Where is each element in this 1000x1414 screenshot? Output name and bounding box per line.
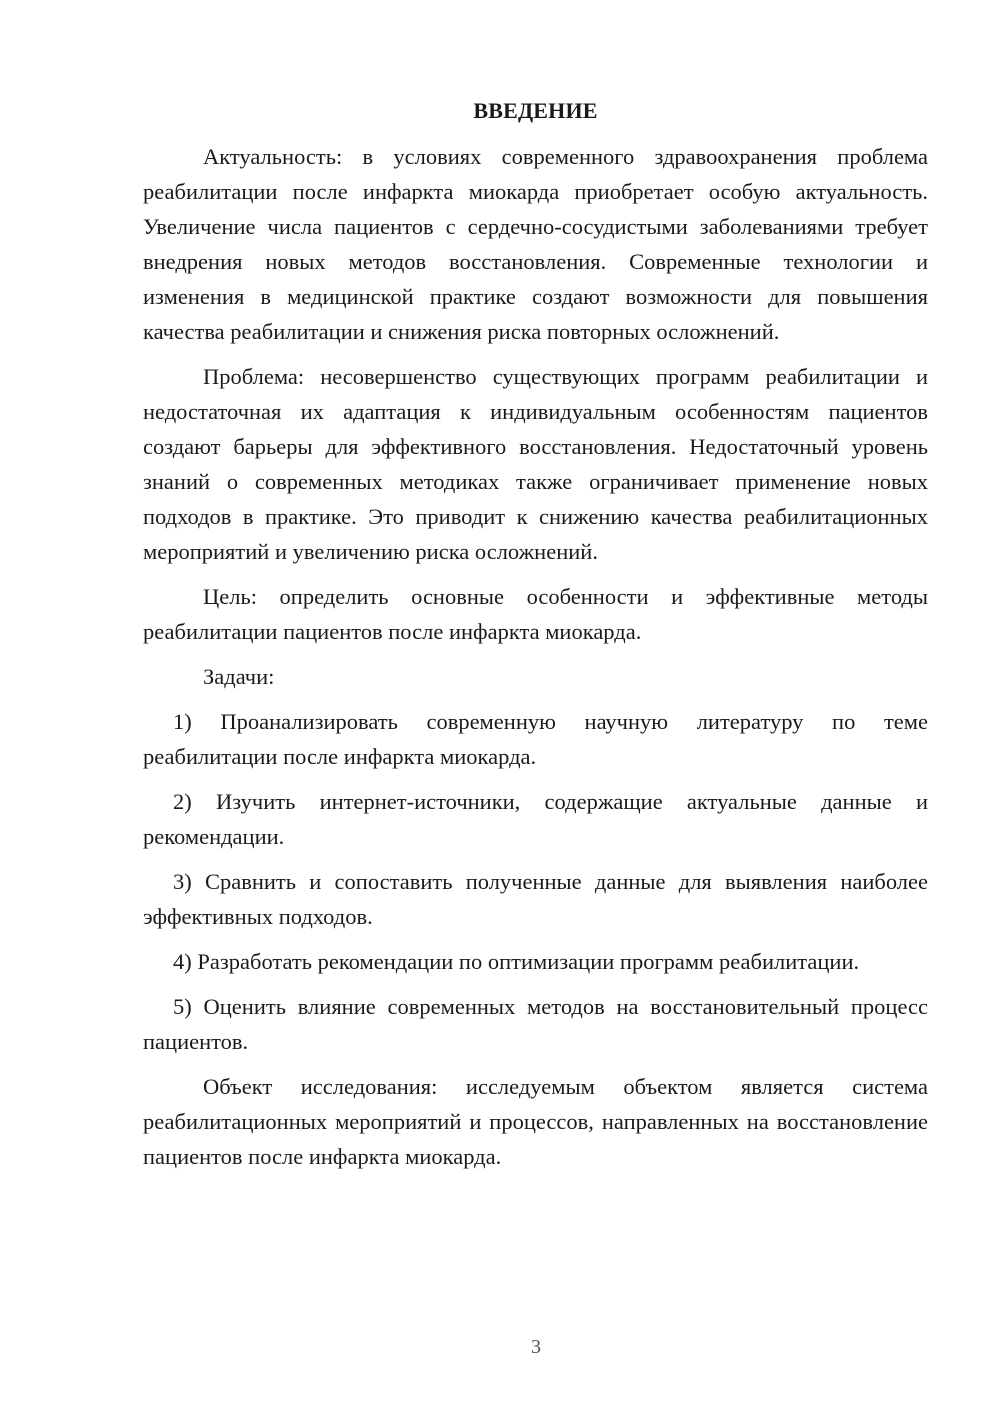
tasks-label: Задачи: bbox=[203, 664, 275, 689]
relevance-paragraph: Актуальность: в условиях современного здравоохранения проблема реабилитации после инфаркта миокарда приобретает особую актуальность. Увеличение числа пациентов с сердечно-сосудистыми заболеваниями требует внедрения новых методов восстановления. Современные технологии и изменения в медицинской практике создают возможности для повышения качества реабилитации и снижения риска повторных осложнений. bbox=[143, 144, 928, 344]
task-item-5: 5) Оценить влияние современных методов на восстановительный процесс пациентов. bbox=[143, 994, 928, 1054]
task-item-4: 4) Разработать рекомендации по оптимизации программ реабилитации. bbox=[173, 949, 860, 974]
goal-paragraph: Цель: определить основные особенности и эффективные методы реабилитации пациентов после инфаркта миокарда. bbox=[143, 584, 928, 644]
task-item-2: 2) Изучить интернет-источники, содержащие актуальные данные и рекомендации. bbox=[143, 789, 928, 849]
page-number: 3 bbox=[531, 1336, 541, 1358]
task-item-3: 3) Сравнить и сопоставить полученные данные для выявления наиболее эффективных подходов. bbox=[143, 869, 928, 929]
task-item-1: 1) Проанализировать современную научную литературу по теме реабилитации после инфаркта миокарда. bbox=[143, 709, 928, 769]
problem-paragraph: Проблема: несовершенство существующих программ реабилитации и недостаточная их адаптация к индивидуальным особенностям пациентов создают барьеры для эффективного восстановления. Недостаточный уровень знаний о современных методиках также ограничивает применение новых подходов в практике. Это приводит к снижению качества реабилитационных мероприятий и увеличению риска осложнений. bbox=[143, 364, 928, 564]
page-content bbox=[143, 95, 928, 1174]
section-heading: ВВЕДЕНИЕ bbox=[473, 98, 598, 123]
object-paragraph: Объект исследования: исследуемым объектом является система реабилитационных мероприятий и процессов, направленных на восстановление пациентов после инфаркта миокарда. bbox=[143, 1074, 928, 1169]
